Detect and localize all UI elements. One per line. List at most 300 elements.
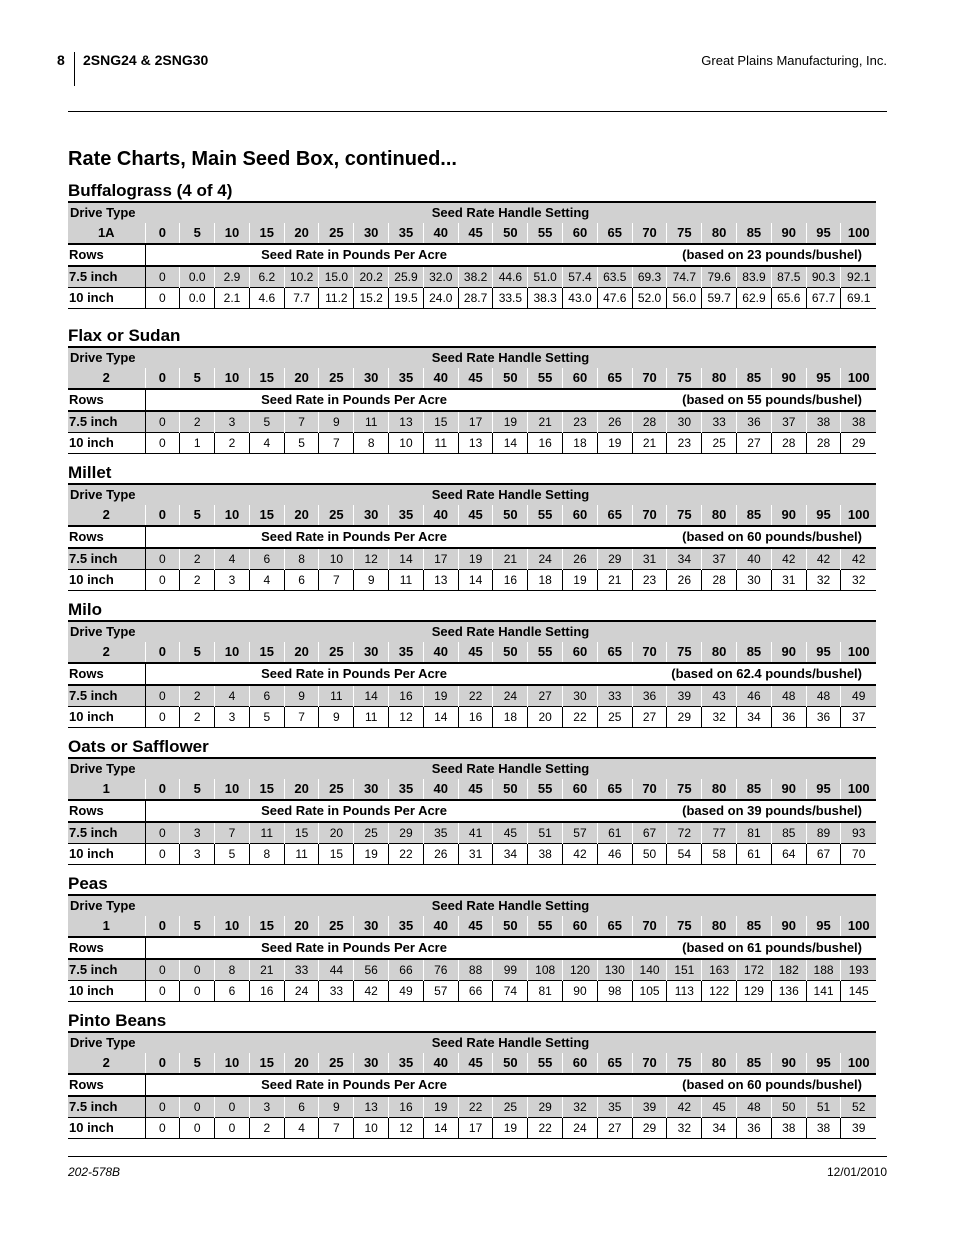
rate-cell: 99 — [493, 959, 528, 981]
setting-value: 55 — [528, 1053, 563, 1074]
rate-cell: 74 — [493, 981, 528, 1002]
setting-value: 0 — [145, 642, 180, 663]
settings-row — [68, 1053, 876, 1074]
setting-value: 30 — [354, 642, 389, 663]
rate-cell: 42 — [841, 548, 876, 570]
setting-value: 80 — [702, 223, 737, 244]
rate-cell: 0 — [145, 981, 180, 1002]
rate-cell: 19 — [423, 1096, 458, 1118]
rate-cell: 172 — [737, 959, 772, 981]
rate-cell: 14 — [493, 433, 528, 454]
setting-value: 35 — [389, 505, 424, 526]
rate-cell: 19 — [563, 570, 598, 591]
setting-value: 50 — [493, 368, 528, 389]
rate-cell: 50 — [632, 844, 667, 865]
units-row — [68, 800, 876, 822]
rate-cell: 35 — [423, 822, 458, 844]
rate-cell: 1 — [180, 433, 215, 454]
setting-value: 35 — [389, 223, 424, 244]
document-number: 202-578B — [68, 1165, 121, 1179]
setting-value: 10 — [215, 368, 250, 389]
rate-cell: 25 — [597, 707, 632, 728]
rate-chart-section — [68, 325, 876, 454]
rate-cell: 32 — [841, 570, 876, 591]
rate-cell: 66 — [458, 981, 493, 1002]
rate-cell: 4 — [284, 1118, 319, 1139]
rate-table — [68, 1031, 876, 1139]
model-name: 2SNG24 & 2SNG30 — [83, 52, 209, 68]
setting-value: 15 — [249, 505, 284, 526]
units-row — [68, 937, 876, 959]
row-spacing-label: 10 inch — [68, 570, 145, 591]
rate-cell: 19 — [597, 433, 632, 454]
setting-value: 40 — [423, 779, 458, 800]
setting-value: 65 — [597, 779, 632, 800]
settings-row — [68, 223, 876, 244]
handle-setting-label: Seed Rate Handle Setting — [145, 895, 876, 916]
section-title: Pinto Beans — [68, 1011, 167, 1030]
setting-value: 70 — [632, 642, 667, 663]
rate-cell: 59.7 — [702, 288, 737, 309]
rate-cell: 61 — [597, 822, 632, 844]
setting-value: 45 — [458, 916, 493, 937]
rate-cell: 93 — [841, 822, 876, 844]
setting-value: 80 — [702, 1053, 737, 1074]
rate-cell: 39 — [667, 685, 702, 707]
table-row — [68, 981, 876, 1002]
rate-cell: 16 — [458, 707, 493, 728]
rate-cell: 19 — [493, 411, 528, 433]
rate-cell: 11 — [423, 433, 458, 454]
rate-cell: 38 — [806, 411, 841, 433]
setting-value: 50 — [493, 916, 528, 937]
setting-value: 55 — [528, 505, 563, 526]
rate-cell: 48 — [806, 685, 841, 707]
rate-cell: 2 — [249, 1118, 284, 1139]
row-spacing-label: 10 inch — [68, 981, 145, 1002]
setting-value: 40 — [423, 642, 458, 663]
rate-cell: 3 — [215, 707, 250, 728]
table-header-row — [68, 1032, 876, 1053]
rate-cell: 16 — [249, 981, 284, 1002]
rate-cell: 52.0 — [632, 288, 667, 309]
rate-cell: 130 — [597, 959, 632, 981]
drive-type-label: Drive Type — [68, 1032, 145, 1053]
rate-cell: 34 — [667, 548, 702, 570]
rate-cell: 36 — [632, 685, 667, 707]
pounds-per-acre-label: Seed Rate in Pounds Per Acre — [145, 663, 563, 685]
setting-value: 70 — [632, 223, 667, 244]
section-title: Milo — [68, 600, 102, 619]
bushel-basis-note: (based on 60 pounds/bushel) — [563, 1074, 876, 1096]
rate-cell: 9 — [284, 685, 319, 707]
setting-value: 5 — [180, 368, 215, 389]
handle-setting-label: Seed Rate Handle Setting — [145, 484, 876, 505]
setting-value: 85 — [737, 223, 772, 244]
rate-cell: 48 — [771, 685, 806, 707]
setting-value: 15 — [249, 368, 284, 389]
setting-value: 50 — [493, 223, 528, 244]
rate-cell: 32 — [667, 1118, 702, 1139]
rate-cell: 27 — [528, 685, 563, 707]
rate-cell: 10 — [319, 548, 354, 570]
rate-cell: 28.7 — [458, 288, 493, 309]
page-header — [57, 52, 887, 88]
setting-value: 15 — [249, 223, 284, 244]
setting-value: 0 — [145, 779, 180, 800]
setting-value: 100 — [841, 642, 876, 663]
setting-value: 45 — [458, 368, 493, 389]
setting-value: 65 — [597, 916, 632, 937]
rate-cell: 32 — [806, 570, 841, 591]
rate-cell: 24 — [528, 548, 563, 570]
setting-value: 100 — [841, 1053, 876, 1074]
rows-label: Rows — [68, 663, 145, 685]
rate-cell: 31 — [458, 844, 493, 865]
setting-value: 95 — [806, 1053, 841, 1074]
rate-cell: 9 — [319, 1096, 354, 1118]
rate-cell: 13 — [354, 1096, 389, 1118]
rate-cell: 145 — [841, 981, 876, 1002]
rate-cell: 76 — [423, 959, 458, 981]
pounds-per-acre-label: Seed Rate in Pounds Per Acre — [145, 800, 563, 822]
rate-cell: 25 — [354, 822, 389, 844]
rate-cell: 7 — [215, 822, 250, 844]
setting-value: 50 — [493, 505, 528, 526]
setting-value: 90 — [771, 368, 806, 389]
bushel-basis-note: (based on 60 pounds/bushel) — [563, 526, 876, 548]
setting-value: 95 — [806, 223, 841, 244]
rate-cell: 32 — [563, 1096, 598, 1118]
rate-cell: 15 — [319, 844, 354, 865]
rate-table — [68, 757, 876, 865]
rows-label: Rows — [68, 800, 145, 822]
rate-cell: 0 — [180, 981, 215, 1002]
rate-table — [68, 894, 876, 1002]
rows-label: Rows — [68, 1074, 145, 1096]
rate-cell: 9 — [319, 707, 354, 728]
rate-cell: 21 — [493, 548, 528, 570]
rate-cell: 56.0 — [667, 288, 702, 309]
rate-cell: 193 — [841, 959, 876, 981]
setting-value: 55 — [528, 916, 563, 937]
rate-cell: 43.0 — [563, 288, 598, 309]
bushel-basis-note: (based on 62.4 pounds/bushel) — [563, 663, 876, 685]
rate-cell: 25 — [702, 433, 737, 454]
rate-cell: 3 — [249, 1096, 284, 1118]
rate-cell: 14 — [423, 1118, 458, 1139]
rate-cell: 2 — [215, 433, 250, 454]
rate-cell: 120 — [563, 959, 598, 981]
setting-value: 25 — [319, 779, 354, 800]
rate-cell: 40 — [737, 548, 772, 570]
table-row — [68, 1096, 876, 1118]
drive-type-label: Drive Type — [68, 484, 145, 505]
rate-cell: 70 — [841, 844, 876, 865]
rate-cell: 2.9 — [215, 266, 250, 288]
setting-value: 95 — [806, 916, 841, 937]
rate-cell: 38 — [528, 844, 563, 865]
rate-cell: 10.2 — [284, 266, 319, 288]
drive-type-label: Drive Type — [68, 621, 145, 642]
drive-type-label: Drive Type — [68, 895, 145, 916]
rate-cell: 15 — [423, 411, 458, 433]
rate-cell: 2 — [180, 685, 215, 707]
rate-cell: 45 — [702, 1096, 737, 1118]
rate-cell: 2.1 — [215, 288, 250, 309]
rate-cell: 18 — [563, 433, 598, 454]
rate-cell: 5 — [284, 433, 319, 454]
rate-cell: 49 — [841, 685, 876, 707]
rate-cell: 4 — [215, 685, 250, 707]
rate-cell: 85 — [771, 822, 806, 844]
rate-cell: 0 — [145, 288, 180, 309]
rate-cell: 38.2 — [458, 266, 493, 288]
rate-cell: 56 — [354, 959, 389, 981]
rate-cell: 11 — [319, 685, 354, 707]
rate-cell: 14 — [423, 707, 458, 728]
setting-value: 15 — [249, 642, 284, 663]
table-row — [68, 411, 876, 433]
rate-cell: 18 — [528, 570, 563, 591]
row-spacing-label: 10 inch — [68, 288, 145, 309]
setting-value: 45 — [458, 779, 493, 800]
setting-value: 10 — [215, 1053, 250, 1074]
rate-cell: 57 — [423, 981, 458, 1002]
setting-value: 85 — [737, 1053, 772, 1074]
rate-cell: 24 — [563, 1118, 598, 1139]
rate-cell: 36 — [737, 411, 772, 433]
setting-value: 35 — [389, 368, 424, 389]
handle-setting-label: Seed Rate Handle Setting — [145, 202, 876, 223]
rate-cell: 22 — [389, 844, 424, 865]
table-row — [68, 266, 876, 288]
setting-value: 100 — [841, 916, 876, 937]
rate-cell: 36 — [737, 1118, 772, 1139]
rate-cell: 54 — [667, 844, 702, 865]
rate-cell: 64 — [771, 844, 806, 865]
rate-cell: 122 — [702, 981, 737, 1002]
setting-value: 40 — [423, 1053, 458, 1074]
rate-cell: 87.5 — [771, 266, 806, 288]
table-row — [68, 707, 876, 728]
rate-cell: 17 — [458, 1118, 493, 1139]
rate-cell: 31 — [632, 548, 667, 570]
rate-cell: 0 — [180, 1118, 215, 1139]
units-row — [68, 663, 876, 685]
setting-value: 80 — [702, 779, 737, 800]
rate-cell: 38 — [771, 1118, 806, 1139]
rate-cell: 182 — [771, 959, 806, 981]
handle-setting-label: Seed Rate Handle Setting — [145, 347, 876, 368]
rate-cell: 42 — [806, 548, 841, 570]
pounds-per-acre-label: Seed Rate in Pounds Per Acre — [145, 526, 563, 548]
rate-cell: 11 — [249, 822, 284, 844]
page-title: Rate Charts, Main Seed Box, continued... — [68, 148, 457, 170]
rate-cell: 14 — [458, 570, 493, 591]
rate-cell: 11 — [389, 570, 424, 591]
rate-cell: 28 — [771, 433, 806, 454]
setting-value: 75 — [667, 368, 702, 389]
rate-cell: 188 — [806, 959, 841, 981]
setting-value: 20 — [284, 779, 319, 800]
rate-table — [68, 620, 876, 728]
rate-cell: 5 — [249, 411, 284, 433]
setting-value: 60 — [563, 223, 598, 244]
rate-cell: 21 — [249, 959, 284, 981]
rate-cell: 67 — [632, 822, 667, 844]
setting-value: 20 — [284, 505, 319, 526]
settings-row — [68, 505, 876, 526]
page-number: 8 — [57, 52, 65, 68]
rate-cell: 3 — [215, 570, 250, 591]
rate-cell: 3 — [180, 844, 215, 865]
rate-cell: 17 — [458, 411, 493, 433]
table-header-row — [68, 202, 876, 223]
rate-cell: 2 — [180, 707, 215, 728]
rate-cell: 13 — [423, 570, 458, 591]
rate-chart-section — [68, 599, 876, 728]
table-header-row — [68, 484, 876, 505]
table-row — [68, 288, 876, 309]
rate-cell: 29 — [597, 548, 632, 570]
setting-value: 45 — [458, 223, 493, 244]
rate-cell: 92.1 — [841, 266, 876, 288]
rate-cell: 0 — [145, 1096, 180, 1118]
setting-value: 35 — [389, 1053, 424, 1074]
rate-cell: 22 — [458, 1096, 493, 1118]
rate-cell: 29 — [528, 1096, 563, 1118]
rate-cell: 16 — [528, 433, 563, 454]
rate-cell: 6 — [249, 685, 284, 707]
pounds-per-acre-label: Seed Rate in Pounds Per Acre — [145, 937, 563, 959]
rate-cell: 108 — [528, 959, 563, 981]
setting-value: 25 — [319, 505, 354, 526]
setting-value: 65 — [597, 642, 632, 663]
rate-cell: 31 — [771, 570, 806, 591]
setting-value: 75 — [667, 916, 702, 937]
setting-value: 65 — [597, 1053, 632, 1074]
rate-cell: 29 — [389, 822, 424, 844]
rate-cell: 33 — [284, 959, 319, 981]
rate-table — [68, 346, 876, 454]
rate-cell: 4 — [215, 548, 250, 570]
setting-value: 100 — [841, 223, 876, 244]
pounds-per-acre-label: Seed Rate in Pounds Per Acre — [145, 389, 563, 411]
setting-value: 10 — [215, 505, 250, 526]
rate-cell: 0 — [180, 959, 215, 981]
pounds-per-acre-label: Seed Rate in Pounds Per Acre — [145, 244, 563, 266]
row-spacing-label: 10 inch — [68, 433, 145, 454]
units-row — [68, 244, 876, 266]
rate-cell: 65.6 — [771, 288, 806, 309]
rate-cell: 52 — [841, 1096, 876, 1118]
setting-value: 85 — [737, 505, 772, 526]
rate-cell: 47.6 — [597, 288, 632, 309]
rate-cell: 29 — [667, 707, 702, 728]
rate-cell: 8 — [249, 844, 284, 865]
rate-cell: 21 — [528, 411, 563, 433]
rate-cell: 61 — [737, 844, 772, 865]
rate-chart-section — [68, 180, 876, 309]
handle-setting-label: Seed Rate Handle Setting — [145, 1032, 876, 1053]
setting-value: 100 — [841, 368, 876, 389]
rate-cell: 21 — [597, 570, 632, 591]
pounds-per-acre-label: Seed Rate in Pounds Per Acre — [145, 1074, 563, 1096]
rate-table — [68, 483, 876, 591]
rate-cell: 30 — [563, 685, 598, 707]
table-row — [68, 433, 876, 454]
rate-cell: 45 — [493, 822, 528, 844]
setting-value: 0 — [145, 916, 180, 937]
setting-value: 30 — [354, 779, 389, 800]
rate-cell: 6 — [249, 548, 284, 570]
rate-cell: 33 — [597, 685, 632, 707]
rate-chart-section — [68, 462, 876, 591]
rate-cell: 28 — [702, 570, 737, 591]
rate-cell: 26 — [667, 570, 702, 591]
rate-cell: 83.9 — [737, 266, 772, 288]
rate-cell: 42 — [563, 844, 598, 865]
rate-cell: 23 — [563, 411, 598, 433]
rate-cell: 25 — [493, 1096, 528, 1118]
rate-cell: 16 — [389, 685, 424, 707]
rate-cell: 30 — [667, 411, 702, 433]
rate-cell: 0 — [145, 411, 180, 433]
rate-cell: 4 — [249, 570, 284, 591]
drive-type-value: 2 — [68, 1053, 145, 1074]
rate-cell: 9 — [319, 411, 354, 433]
section-title: Flax or Sudan — [68, 326, 181, 345]
setting-value: 25 — [319, 368, 354, 389]
setting-value: 90 — [771, 916, 806, 937]
rate-cell: 6 — [284, 570, 319, 591]
rate-cell: 3 — [215, 411, 250, 433]
rate-cell: 24.0 — [423, 288, 458, 309]
rate-cell: 66 — [389, 959, 424, 981]
rate-cell: 21 — [632, 433, 667, 454]
units-row — [68, 526, 876, 548]
table-row — [68, 844, 876, 865]
rate-cell: 15.0 — [319, 266, 354, 288]
rate-cell: 3 — [180, 822, 215, 844]
setting-value: 65 — [597, 368, 632, 389]
company-name: Great Plains Manufacturing, Inc. — [701, 53, 887, 68]
setting-value: 25 — [319, 1053, 354, 1074]
rate-cell: 0 — [145, 707, 180, 728]
rate-cell: 57.4 — [563, 266, 598, 288]
setting-value: 75 — [667, 779, 702, 800]
rate-cell: 36 — [806, 707, 841, 728]
row-spacing-label: 7.5 inch — [68, 266, 145, 288]
rate-cell: 26 — [597, 411, 632, 433]
drive-type-value: 1 — [68, 916, 145, 937]
rate-cell: 25.9 — [389, 266, 424, 288]
table-row — [68, 548, 876, 570]
setting-value: 25 — [319, 916, 354, 937]
table-row — [68, 570, 876, 591]
setting-value: 0 — [145, 505, 180, 526]
rate-cell: 6 — [215, 981, 250, 1002]
rate-cell: 0.0 — [180, 266, 215, 288]
setting-value: 60 — [563, 779, 598, 800]
setting-value: 0 — [145, 368, 180, 389]
setting-value: 40 — [423, 505, 458, 526]
setting-value: 70 — [632, 916, 667, 937]
rows-label: Rows — [68, 244, 145, 266]
setting-value: 55 — [528, 779, 563, 800]
header-rule — [68, 111, 887, 112]
